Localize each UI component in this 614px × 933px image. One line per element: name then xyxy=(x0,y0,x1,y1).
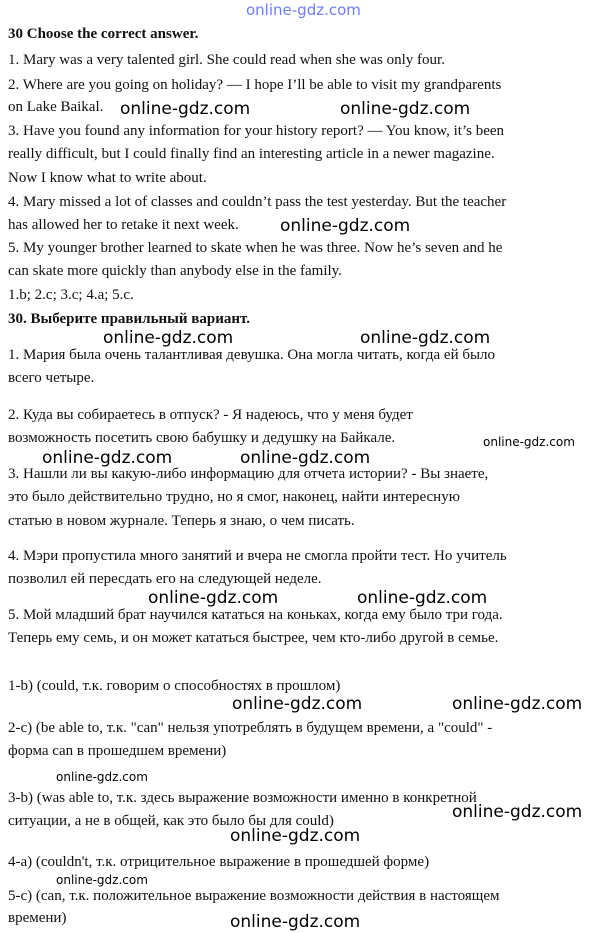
watermark: online-gdz.com xyxy=(103,328,234,348)
english-line: 5. My younger brother learned to skate when he was three. Now he’s seven and he xyxy=(8,240,503,256)
watermark: online-gdz.com xyxy=(148,588,279,608)
english-line: 3. Have you found any information for your history report? — You know, it’s been xyxy=(8,123,505,139)
watermark: online-gdz.com xyxy=(230,912,361,932)
watermark: online-gdz.com xyxy=(230,826,361,846)
english-line: on Lake Baikal. xyxy=(8,99,104,115)
explanation-line: 2-c) (be able to, т.к. "can" нельзя употреблять в будущем времени, а "could" - xyxy=(8,720,493,736)
russian-line: Теперь ему семь, и он может кататься быстрее, чем кто-либо другой в семье. xyxy=(8,630,499,646)
explanation-line: форма can в прошедшем времени) xyxy=(8,743,227,759)
watermark: online-gdz.com xyxy=(360,328,491,348)
russian-line: позволил ей пересдать его на следующей неделе. xyxy=(8,571,322,587)
watermark: online-gdz.com xyxy=(340,99,471,119)
watermark: online-gdz.com xyxy=(232,694,363,714)
explanation-line: 4-a) (couldn't, т.к. отрицительное выражение в прошедшей форме) xyxy=(8,854,430,870)
watermark: online-gdz.com xyxy=(483,435,575,449)
english-line: can skate more quickly than anybody else in the family. xyxy=(8,263,342,279)
watermark-top: online-gdz.com xyxy=(246,1,361,19)
watermark: online-gdz.com xyxy=(357,588,488,608)
russian-line: 4. Мэри пропустила много занятий и вчера не смогла пройти тест. Но учитель xyxy=(8,548,507,564)
watermark: online-gdz.com xyxy=(280,216,411,236)
explanation-line: 1-b) (could, т.к. говорим о способностях в прошлом) xyxy=(8,678,341,694)
english-line: 1. Mary was a very talented girl. She could read when she was only four. xyxy=(8,52,445,68)
english-line: 4. Mary missed a lot of classes and couldn’t pass the test yesterday. But the teacher xyxy=(8,194,507,210)
english-answers: 1.b; 2.c; 3.c; 4.a; 5.c. xyxy=(8,287,134,303)
russian-line: статью в новом журнале. Теперь я знаю, о чем писать. xyxy=(8,513,355,529)
watermark: online-gdz.com xyxy=(42,448,173,468)
watermark: online-gdz.com xyxy=(452,802,583,822)
english-line: really difficult, but I could finally find an interesting article in a newer magazine. xyxy=(8,146,495,162)
explanation-line: 5-c) (can, т.к. положительное выражение возможности действия в настоящем xyxy=(8,888,500,904)
russian-line: возможность посетить свою бабушку и дедушку на Байкале. xyxy=(8,430,396,446)
watermark: online-gdz.com xyxy=(240,448,371,468)
english-line: has allowed her to retake it next week. xyxy=(8,217,239,233)
russian-line: 2. Куда вы собираетесь в отпуск? - Я надеюсь, что у меня будет xyxy=(8,407,413,423)
watermark: online-gdz.com xyxy=(56,770,148,784)
explanation-line: 3-b) (was able to, т.к. здесь выражение возможности именно в конкретной xyxy=(8,790,477,806)
russian-line: это было действительно трудно, но я смог, наконец, найти интересную xyxy=(8,489,460,505)
russian-heading: 30. Выберите правильный вариант. xyxy=(8,311,250,327)
russian-line: всего четыре. xyxy=(8,370,95,386)
russian-line: 1. Мария была очень талантливая девушка. Она могла читать, когда ей было xyxy=(8,347,496,363)
explanation-line: времени) xyxy=(8,910,67,926)
watermark: online-gdz.com xyxy=(452,694,583,714)
russian-line: 5. Мой младший брат научился кататься на коньках, когда ему было три года. xyxy=(8,607,503,623)
watermark: online-gdz.com xyxy=(120,99,251,119)
russian-line: 3. Нашли ли вы какую-либо информацию для отчета истории? - Вы знаете, xyxy=(8,466,489,482)
english-line: Now I know what to write about. xyxy=(8,170,207,186)
english-line: 2. Where are you going on holiday? — I hope I’ll be able to visit my grandparents xyxy=(8,77,502,93)
watermark: online-gdz.com xyxy=(56,873,148,887)
explanation-line: ситуации, а не в общей, как это было бы для could) xyxy=(8,813,334,829)
english-heading: 30 Choose the correct answer. xyxy=(8,26,199,42)
